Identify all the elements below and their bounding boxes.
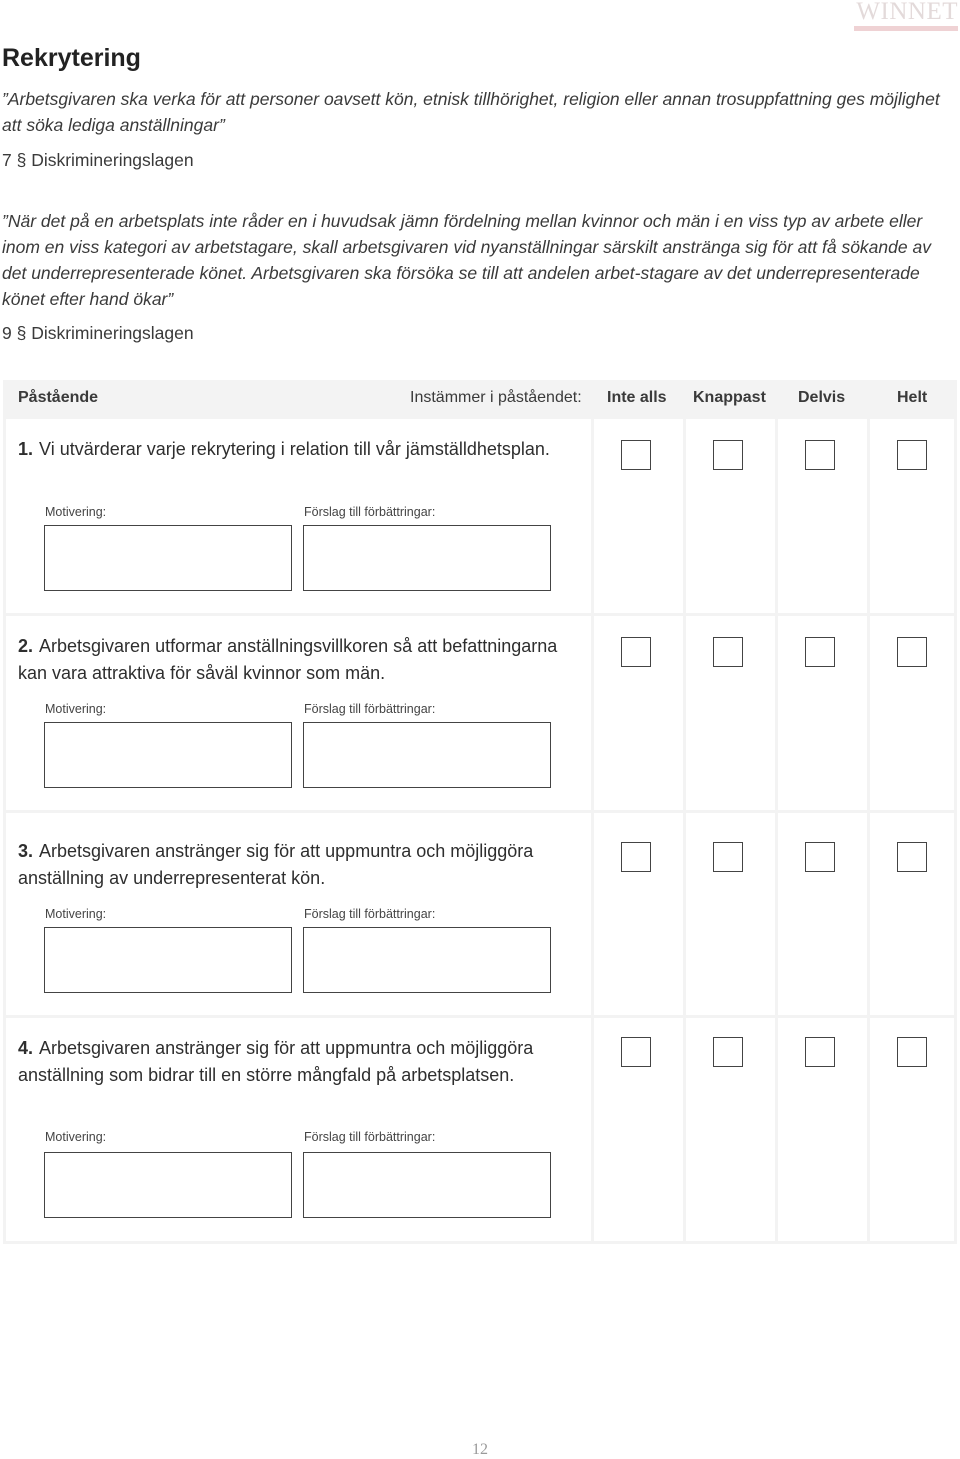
checkbox-helt[interactable] (897, 842, 927, 872)
checkbox-knappast[interactable] (713, 842, 743, 872)
statement-number: 3. (18, 841, 34, 861)
suggestion-field[interactable] (303, 927, 551, 993)
statement-text (18, 1035, 578, 1088)
table-row (6, 419, 954, 613)
motivation-label: Motivering: (45, 907, 107, 921)
table-row (6, 616, 954, 810)
header-agree-label: Instämmer i påståendet: (410, 389, 582, 406)
checkbox-knappast[interactable] (713, 637, 743, 667)
motivation-field[interactable] (44, 927, 292, 993)
page-title: Rekrytering (2, 44, 141, 72)
statement-table (3, 416, 957, 1244)
statement-label: Arbetsgivaren anstränger sig för att uppmuntra och möjliggöra anställning som bidrar till en större mångfald på arbetsplatsen. (18, 1038, 534, 1085)
checkbox-knappast[interactable] (713, 440, 743, 470)
law-reference-2: 9 § Diskrimineringslagen (2, 323, 194, 343)
winnet-logo (854, 0, 958, 34)
checkbox-inte-alls[interactable] (621, 440, 651, 470)
motivation-label: Motivering: (45, 1130, 107, 1144)
statement-number: 2. (18, 636, 34, 656)
checkbox-helt[interactable] (897, 440, 927, 470)
checkbox-delvis[interactable] (805, 842, 835, 872)
suggestion-field[interactable] (303, 525, 551, 591)
quote-2: ”När det på en arbetsplats inte råder en i huvudsak jämn fördelning mellan kvinnor och män i en viss typ av arbete eller inom en viss kategori av arbetstagare, skall arbetsgivaren vid nyanställningar särskilt anstränga sig för att få sökande av det underrepresenterade könet. Arbetsgivaren ska försöka se till att andelen arbet-stagare av det underrepresenterade könet efter hand ökar” (2, 211, 931, 309)
law-reference-1: 7 § Diskrimineringslagen (2, 150, 194, 170)
checkbox-helt[interactable] (897, 637, 927, 667)
motivation-field[interactable] (44, 1152, 292, 1218)
suggestion-field[interactable] (303, 722, 551, 788)
motivation-label: Motivering: (45, 702, 107, 716)
checkbox-delvis[interactable] (805, 440, 835, 470)
logo-bar (854, 26, 958, 31)
statement-text (18, 633, 578, 686)
header-option-delvis: Delvis (798, 389, 846, 406)
suggestion-label: Förslag till förbättringar: (304, 907, 436, 921)
checkbox-delvis[interactable] (805, 1037, 835, 1067)
suggestion-label: Förslag till förbättringar: (304, 702, 436, 716)
suggestion-label: Förslag till förbättringar: (304, 505, 436, 519)
statement-label: Arbetsgivaren anstränger sig för att uppmuntra och möjliggöra anställning av underrepresenterat kön. (18, 841, 534, 888)
header-statement: Påstående (18, 389, 99, 406)
statement-number: 4. (18, 1038, 34, 1058)
motivation-field[interactable] (44, 525, 292, 591)
checkbox-knappast[interactable] (713, 1037, 743, 1067)
table-header (3, 380, 957, 416)
statement-label: Arbetsgivaren utformar anställningsvillkoren så att befattningarna kan vara attraktiva för såväl kvinnor som män. (18, 636, 558, 683)
checkbox-inte-alls[interactable] (621, 842, 651, 872)
motivation-label: Motivering: (45, 505, 107, 519)
suggestion-label: Förslag till förbättringar: (304, 1130, 436, 1144)
checkbox-delvis[interactable] (805, 637, 835, 667)
suggestion-field[interactable] (303, 1152, 551, 1218)
header-option-inte-alls: Inte alls (607, 389, 667, 406)
checkbox-helt[interactable] (897, 1037, 927, 1067)
logo-text: WINNET (856, 0, 958, 25)
header-option-knappast: Knappast (693, 389, 766, 406)
motivation-field[interactable] (44, 722, 292, 788)
checkbox-inte-alls[interactable] (621, 637, 651, 667)
table-row (6, 1018, 954, 1241)
statement-label: Vi utvärderar varje rekrytering i relation till vår jämställdhetsplan. (39, 439, 550, 459)
statement-text (18, 838, 578, 891)
statement-text (18, 436, 578, 463)
header-option-helt: Helt (897, 389, 928, 406)
page-number: 12 (472, 1441, 488, 1458)
quote-1: ”Arbetsgivaren ska verka för att personer oavsett kön, etnisk tillhörighet, religion eller annan trosuppfattning ges möjlighet att söka lediga anställningar” (2, 89, 940, 135)
checkbox-inte-alls[interactable] (621, 1037, 651, 1067)
statement-number: 1. (18, 439, 34, 459)
table-row (6, 813, 954, 1015)
